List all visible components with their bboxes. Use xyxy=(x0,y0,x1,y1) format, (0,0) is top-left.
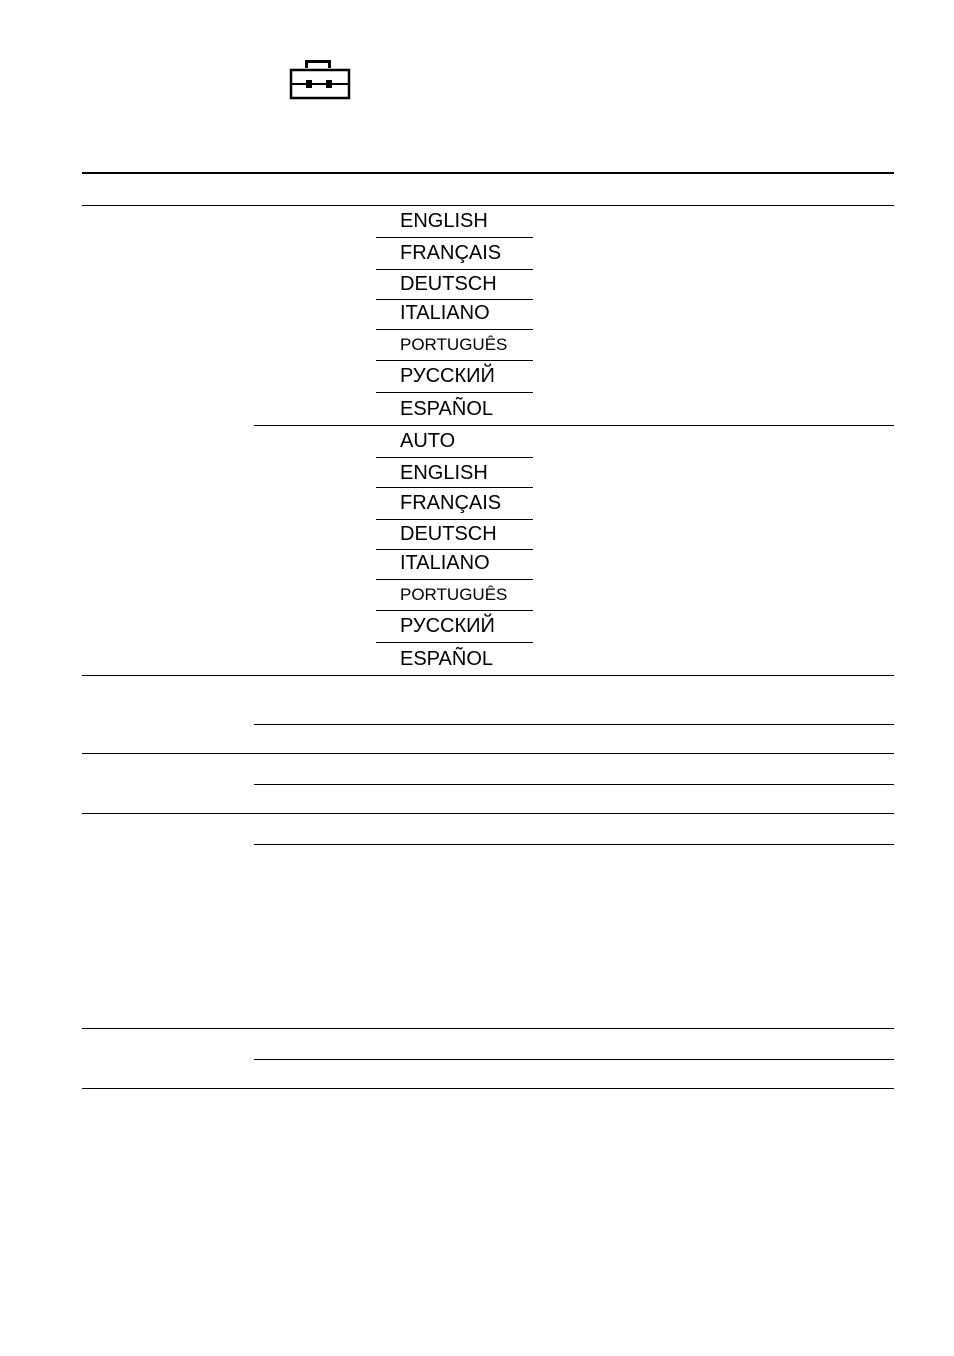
menu-lang-option: ENGLISH xyxy=(400,210,488,232)
option-divider xyxy=(376,329,533,330)
menu-lang-option: ESPAÑOL xyxy=(400,398,493,420)
audio-lang-option: ESPAÑOL xyxy=(400,648,493,670)
audio-lang-option: DEUTSCH xyxy=(400,523,497,545)
audio-lang-option: FRANÇAIS xyxy=(400,492,502,514)
option-divider xyxy=(376,642,533,643)
subrow-divider xyxy=(254,724,894,725)
option-divider xyxy=(376,299,533,300)
row-divider xyxy=(82,753,894,754)
option-divider xyxy=(376,487,533,488)
table-header-rule xyxy=(82,205,894,206)
option-divider xyxy=(376,519,533,520)
row-divider xyxy=(82,813,894,814)
row-divider xyxy=(254,425,894,426)
audio-lang-option: ENGLISH xyxy=(400,462,488,484)
toolbox-icon xyxy=(288,57,352,101)
menu-lang-option: FRANÇAIS xyxy=(400,242,502,264)
option-divider xyxy=(376,360,533,361)
subrow-divider xyxy=(254,1059,894,1060)
option-divider xyxy=(376,457,533,458)
audio-lang-option: AUTO xyxy=(400,430,456,452)
table-bottom-rule xyxy=(82,1088,894,1089)
row-divider xyxy=(82,675,894,676)
menu-lang-option: РУССКИЙ xyxy=(400,365,495,387)
audio-lang-option: PORTUGUÊS xyxy=(400,585,508,604)
menu-lang-option: PORTUGUÊS xyxy=(400,335,508,354)
option-divider xyxy=(376,579,533,580)
audio-lang-option: РУССКИЙ xyxy=(400,615,495,637)
option-divider xyxy=(376,269,533,270)
option-divider xyxy=(376,549,533,550)
subrow-divider xyxy=(254,844,894,845)
option-divider xyxy=(376,610,533,611)
audio-lang-option: ITALIANO xyxy=(400,552,490,574)
subrow-divider xyxy=(254,784,894,785)
option-divider xyxy=(376,392,533,393)
option-divider xyxy=(376,237,533,238)
row-divider xyxy=(82,1028,894,1029)
menu-lang-option: ITALIANO xyxy=(400,302,490,324)
menu-lang-option: DEUTSCH xyxy=(400,273,497,295)
table-top-rule xyxy=(82,172,894,174)
